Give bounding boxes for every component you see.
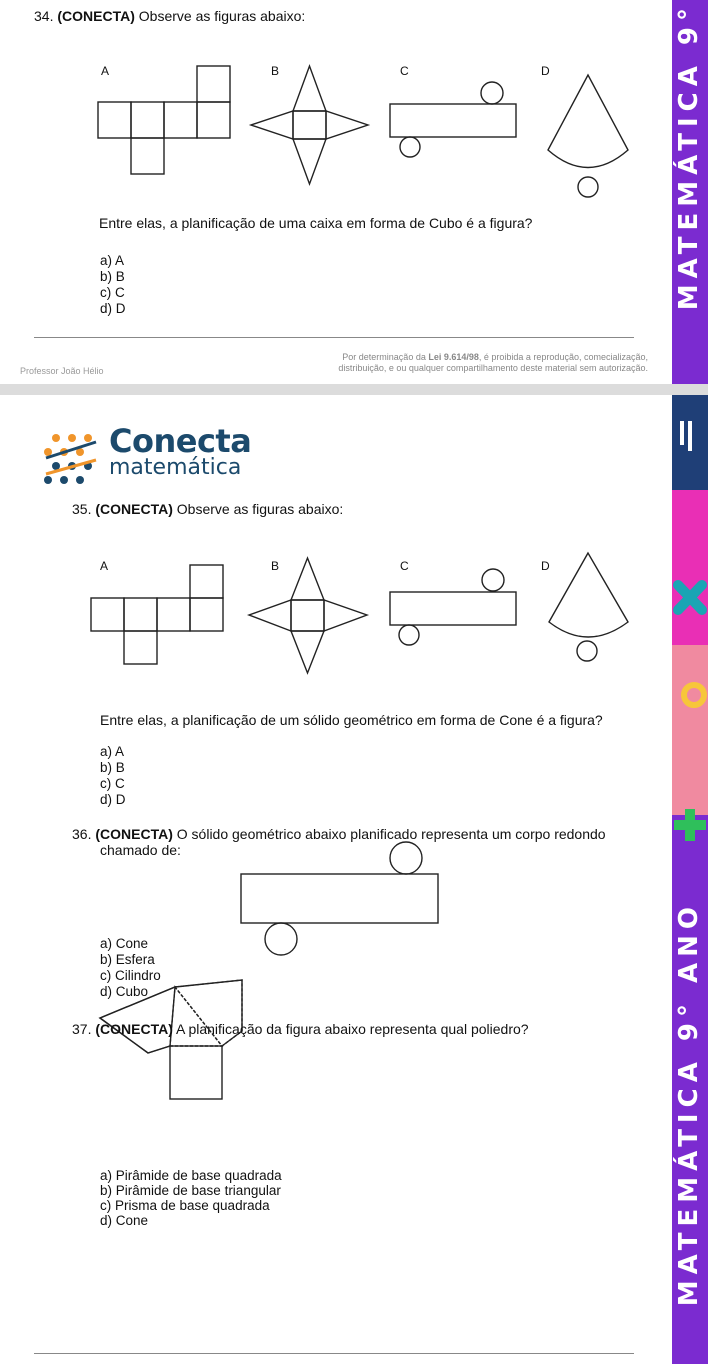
q36-option-a[interactable]: a) Cone	[100, 936, 149, 951]
cone-net-figure	[548, 75, 628, 197]
q35-option-a[interactable]: a) A	[100, 744, 125, 759]
figures-q34	[0, 0, 708, 384]
q36-option-b[interactable]: b) Esfera	[100, 952, 155, 967]
page-1	[0, 0, 708, 384]
figure-label-c: C	[400, 64, 409, 78]
q36-option-d[interactable]: d) Cubo	[100, 984, 149, 999]
figure-label-c-2: C	[400, 559, 409, 573]
question-37-title: 37. (CONECTA) A planificação da figura abaixo representa qual poliedro?	[72, 1021, 529, 1037]
cone-net-figure-2	[549, 553, 628, 661]
logo-word-conecta: Conecta	[109, 422, 252, 460]
question-34-title: 34. (CONECTA) Observe as figuras abaixo:	[34, 8, 306, 24]
q35-option-d[interactable]: d) D	[100, 792, 126, 807]
q37-option-a[interactable]: a) Pirâmide de base quadrada	[100, 1168, 282, 1183]
footer-divider-2	[34, 1353, 634, 1354]
footer-divider	[34, 337, 634, 338]
figure-label-a: A	[101, 64, 110, 78]
q37-option-b[interactable]: b) Pirâmide de base triangular	[100, 1183, 281, 1198]
q36-option-c[interactable]: c) Cilindro	[100, 968, 161, 983]
side-banner-label: MATEMÁTICA 9°	[674, 2, 704, 311]
figure-label-d: D	[541, 64, 550, 78]
cylinder-net-figure-q36	[241, 842, 438, 955]
footer-professor: Professor João Hélio	[20, 366, 104, 376]
q34-option-c[interactable]: c) C	[100, 285, 125, 300]
q34-option-d[interactable]: d) D	[100, 301, 126, 316]
question-36-title: 36. (CONECTA) O sólido geométrico abaixo planificado representa um corpo redondo	[72, 826, 606, 842]
side-banner-label-2: MATEMÁTICA 9° ANO	[674, 900, 704, 1306]
cylinder-net-figure	[390, 82, 516, 157]
q37-option-d[interactable]: d) Cone	[100, 1213, 149, 1228]
pyramid-net-figure-2	[249, 558, 367, 673]
footer-legal: Por determinação da Lei 9.614/98, é proibida a reprodução, comecialização, distribuição, e ou qualquer compartilhamento deste material sem autorização.	[338, 352, 648, 373]
q34-option-a[interactable]: a) A	[100, 253, 125, 268]
cube-net-figure-2	[91, 565, 223, 664]
figure-label-b-2: B	[271, 559, 280, 573]
question-35-title: 35. (CONECTA) Observe as figuras abaixo:	[72, 501, 344, 517]
q35-option-c[interactable]: c) C	[100, 776, 125, 791]
q35-option-b[interactable]: b) B	[100, 760, 125, 775]
question-35-prompt: Entre elas, a planificação de um sólido geométrico em forma de Cone é a figura?	[100, 712, 603, 728]
logo-word-matematica: matemática	[109, 455, 242, 480]
q34-option-b[interactable]: b) B	[100, 269, 125, 284]
question-36-title-line2: chamado de:	[100, 842, 181, 858]
figure-label-d-2: D	[541, 559, 550, 573]
figure-label-b: B	[271, 64, 280, 78]
cube-net-figure	[98, 66, 230, 174]
page-2	[0, 395, 708, 1364]
cylinder-net-figure-2	[390, 569, 516, 645]
figure-label-a-2: A	[100, 559, 109, 573]
q37-option-c[interactable]: c) Prisma de base quadrada	[100, 1198, 270, 1213]
question-34-prompt: Entre elas, a planificação de uma caixa em forma de Cubo é a figura?	[99, 215, 533, 231]
pyramid-net-figure	[251, 66, 368, 184]
